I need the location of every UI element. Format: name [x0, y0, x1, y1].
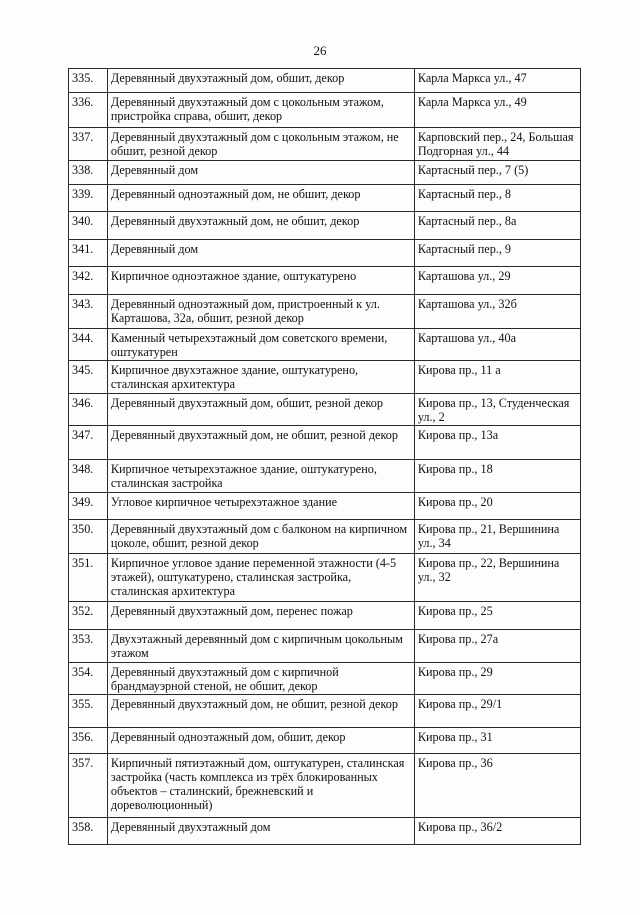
row-number: 336. — [69, 93, 108, 128]
row-description: Каменный четырехэтажный дом советского времени, оштукатурен — [107, 329, 414, 361]
row-address: Кирова пр., 22, Вершинина ул., 32 — [414, 554, 580, 602]
row-address: Кирова пр., 13, Студенческая ул., 2 — [414, 394, 580, 426]
row-address: Кирова пр., 11 а — [414, 361, 580, 394]
table-row — [69, 695, 581, 728]
table-row — [69, 329, 581, 361]
row-address: Картасный пер., 7 (5) — [414, 161, 580, 185]
table-row — [69, 493, 581, 520]
row-number: 339. — [69, 185, 108, 212]
page-number: 26 — [313, 43, 327, 58]
row-description: Деревянный двухэтажный дом с цокольным этажом, пристройка справа, обшит, декор — [107, 93, 414, 128]
row-description: Деревянный двухэтажный дом, перенес пожар — [107, 602, 414, 630]
row-address: Кирова пр., 29 — [414, 663, 580, 695]
row-description: Деревянный двухэтажный дом с кирпичной брандмауэрной стеной, не обшит, декор — [107, 663, 414, 695]
row-number: 346. — [69, 394, 108, 426]
row-address: Картасный пер., 8 — [414, 185, 580, 212]
row-number: 350. — [69, 520, 108, 554]
row-description: Деревянный двухэтажный дом с цокольным этажом, не обшит, резной декор — [107, 128, 414, 161]
row-address: Карташова ул., 32б — [414, 295, 580, 329]
table-row — [69, 69, 581, 93]
row-address: Кирова пр., 31 — [414, 728, 580, 754]
row-number: 349. — [69, 493, 108, 520]
row-number: 345. — [69, 361, 108, 394]
table-row — [69, 394, 581, 426]
row-address: Карла Маркса ул., 49 — [414, 93, 580, 128]
row-description: Двухэтажный деревянный дом с кирпичным цокольным этажом — [107, 630, 414, 663]
table-row — [69, 754, 581, 818]
row-number: 337. — [69, 128, 108, 161]
table-row — [69, 663, 581, 695]
row-description: Деревянный двухэтажный дом, обшит, декор — [107, 69, 414, 93]
row-address: Карташова ул., 29 — [414, 267, 580, 295]
row-number: 335. — [69, 69, 108, 93]
row-address: Картасный пер., 9 — [414, 240, 580, 267]
row-description: Деревянный двухэтажный дом — [107, 818, 414, 845]
table-row — [69, 212, 581, 240]
table-row — [69, 185, 581, 212]
row-description: Кирпичный пятиэтажный дом, оштукатурен, сталинская застройка (часть комплекса из трёх блокированных объектов – сталинский, брежневский и дореволюционный) — [107, 754, 414, 818]
row-address: Карла Маркса ул., 47 — [414, 69, 580, 93]
row-address: Карповский пер., 24, Большая Подгорная ул., 44 — [414, 128, 580, 161]
row-address: Кирова пр., 36 — [414, 754, 580, 818]
table-row — [69, 161, 581, 185]
table-row — [69, 630, 581, 663]
row-number: 343. — [69, 295, 108, 329]
table-row — [69, 240, 581, 267]
table-row — [69, 602, 581, 630]
row-number: 357. — [69, 754, 108, 818]
row-address: Кирова пр., 27а — [414, 630, 580, 663]
table-row — [69, 361, 581, 394]
row-address: Кирова пр., 25 — [414, 602, 580, 630]
row-description: Деревянный двухэтажный дом, не обшит, резной декор — [107, 695, 414, 728]
row-number: 352. — [69, 602, 108, 630]
row-number: 354. — [69, 663, 108, 695]
table-row — [69, 554, 581, 602]
row-number: 358. — [69, 818, 108, 845]
table-row — [69, 128, 581, 161]
table-row — [69, 728, 581, 754]
row-description: Деревянный двухэтажный дом, не обшит, резной декор — [107, 426, 414, 460]
table-row — [69, 93, 581, 128]
row-address: Кирова пр., 36/2 — [414, 818, 580, 845]
row-number: 347. — [69, 426, 108, 460]
row-description: Деревянный дом — [107, 240, 414, 267]
row-number: 344. — [69, 329, 108, 361]
row-address: Кирова пр., 18 — [414, 460, 580, 493]
row-description: Угловое кирпичное четырехэтажное здание — [107, 493, 414, 520]
row-description: Деревянный двухэтажный дом, не обшит, декор — [107, 212, 414, 240]
row-description: Деревянный дом — [107, 161, 414, 185]
row-number: 348. — [69, 460, 108, 493]
row-description: Деревянный двухэтажный дом, обшит, резной декор — [107, 394, 414, 426]
row-number: 353. — [69, 630, 108, 663]
row-description: Кирпичное угловое здание переменной этажности (4-5 этажей), оштукатурено, сталинская застройка, сталинская архитектура — [107, 554, 414, 602]
row-description: Деревянный двухэтажный дом с балконом на кирпичном цоколе, обшит, резной декор — [107, 520, 414, 554]
table-row — [69, 460, 581, 493]
row-address: Кирова пр., 20 — [414, 493, 580, 520]
row-description: Деревянный одноэтажный дом, не обшит, декор — [107, 185, 414, 212]
row-address: Кирова пр., 21, Вершинина ул., 34 — [414, 520, 580, 554]
row-number: 341. — [69, 240, 108, 267]
table-row — [69, 267, 581, 295]
row-address: Кирова пр., 29/1 — [414, 695, 580, 728]
row-address: Картасный пер., 8а — [414, 212, 580, 240]
row-description: Кирпичное двухэтажное здание, оштукатурено, сталинская архитектура — [107, 361, 414, 394]
row-number: 340. — [69, 212, 108, 240]
row-description: Кирпичное четырехэтажное здание, оштукатурено, сталинская застройка — [107, 460, 414, 493]
row-number: 338. — [69, 161, 108, 185]
heritage-objects-table — [68, 68, 581, 845]
row-number: 355. — [69, 695, 108, 728]
table-row — [69, 520, 581, 554]
table-row — [69, 295, 581, 329]
row-address: Карташова ул., 40а — [414, 329, 580, 361]
row-number: 356. — [69, 728, 108, 754]
row-description: Деревянный одноэтажный дом, пристроенный к ул. Карташова, 32а, обшит, резной декор — [107, 295, 414, 329]
row-description: Кирпичное одноэтажное здание, оштукатурено — [107, 267, 414, 295]
row-number: 351. — [69, 554, 108, 602]
table-row — [69, 818, 581, 845]
table-row — [69, 426, 581, 460]
row-number: 342. — [69, 267, 108, 295]
row-address: Кирова пр., 13а — [414, 426, 580, 460]
row-description: Деревянный одноэтажный дом, обшит, декор — [107, 728, 414, 754]
